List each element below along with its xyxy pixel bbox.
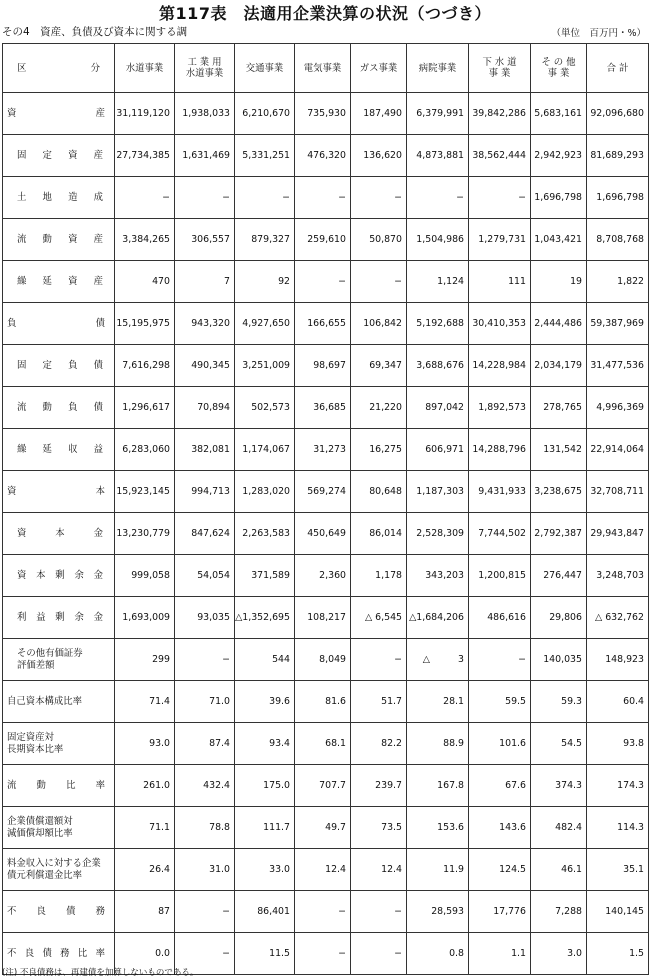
cell-value: 13,230,779 bbox=[115, 513, 175, 555]
cell-value: 7,744,502 bbox=[469, 513, 531, 555]
row-label bbox=[3, 219, 115, 261]
row-label-text: 不良債務比率 bbox=[7, 948, 105, 959]
cell-value: 140,145 bbox=[587, 891, 649, 933]
cell-value: 1,822 bbox=[587, 261, 649, 303]
column-header-2 bbox=[175, 44, 235, 93]
cell-value: − bbox=[351, 891, 407, 933]
cell-value: 16,275 bbox=[351, 429, 407, 471]
unit-label: （単位 百万円・%） bbox=[551, 28, 646, 39]
cell-value: 14,228,984 bbox=[469, 345, 531, 387]
cell-value: 3,688,676 bbox=[407, 345, 469, 387]
column-header-right: 分 bbox=[90, 62, 100, 74]
row-label-text: 土地造成 bbox=[17, 192, 103, 203]
cell-value: 87.4 bbox=[175, 723, 235, 765]
cell-value: 7,616,298 bbox=[115, 345, 175, 387]
cell-value: 70,894 bbox=[175, 387, 235, 429]
cell-value: △1,352,695 bbox=[235, 597, 295, 639]
cell-value: 15,923,145 bbox=[115, 471, 175, 513]
footnote: (注) 不良債務は、再建債を加算しないものである。 bbox=[2, 968, 199, 978]
cell-value: 31,273 bbox=[295, 429, 351, 471]
cell-value: 1,693,009 bbox=[115, 597, 175, 639]
cell-value: 167.8 bbox=[407, 765, 469, 807]
row-label-line2: 長期資本比率 bbox=[7, 743, 64, 755]
table-row bbox=[3, 555, 649, 597]
cell-value: 111.7 bbox=[235, 807, 295, 849]
cell-value: 33.0 bbox=[235, 849, 295, 891]
cell-value: 153.6 bbox=[407, 807, 469, 849]
row-label bbox=[3, 261, 115, 303]
cell-value: 3,384,265 bbox=[115, 219, 175, 261]
cell-value: 8,708,768 bbox=[587, 219, 649, 261]
cell-value: 1.1 bbox=[469, 933, 531, 975]
cell-value: 4,873,881 bbox=[407, 135, 469, 177]
cell-value: 51.7 bbox=[351, 681, 407, 723]
cell-value: − bbox=[115, 177, 175, 219]
row-label-text: 不良債務 bbox=[7, 906, 105, 917]
cell-value: 2,444,486 bbox=[531, 303, 587, 345]
cell-value: − bbox=[175, 933, 235, 975]
cell-value: 278,765 bbox=[531, 387, 587, 429]
row-label bbox=[3, 723, 115, 765]
cell-value: 15,195,975 bbox=[115, 303, 175, 345]
cell-value: 31,119,120 bbox=[115, 93, 175, 135]
cell-value: 482.4 bbox=[531, 807, 587, 849]
table-row bbox=[3, 723, 649, 765]
row-label bbox=[3, 345, 115, 387]
cell-value: 502,573 bbox=[235, 387, 295, 429]
column-header-1: 水道事業 bbox=[115, 44, 175, 93]
cell-value: 1,187,303 bbox=[407, 471, 469, 513]
cell-value: 1,631,469 bbox=[175, 135, 235, 177]
cell-value: 306,557 bbox=[175, 219, 235, 261]
cell-value: 432.4 bbox=[175, 765, 235, 807]
cell-value: 81,689,293 bbox=[587, 135, 649, 177]
cell-value: 3,238,675 bbox=[531, 471, 587, 513]
cell-value: 92,096,680 bbox=[587, 93, 649, 135]
cell-value: 88.9 bbox=[407, 723, 469, 765]
cell-value: 101.6 bbox=[469, 723, 531, 765]
row-label bbox=[3, 177, 115, 219]
row-label-text: 資本 bbox=[7, 486, 105, 497]
cell-value: 12.4 bbox=[295, 849, 351, 891]
cell-value: 5,192,688 bbox=[407, 303, 469, 345]
cell-value: − bbox=[469, 639, 531, 681]
cell-value: 371,589 bbox=[235, 555, 295, 597]
column-header-7 bbox=[469, 44, 531, 93]
table-row bbox=[3, 765, 649, 807]
cell-value: 92 bbox=[235, 261, 295, 303]
cell-value: 27,734,385 bbox=[115, 135, 175, 177]
cell-value: 106,842 bbox=[351, 303, 407, 345]
column-header-line2: 水道事業 bbox=[185, 68, 224, 79]
column-header-5: ガス事業 bbox=[351, 44, 407, 93]
cell-value: 50,870 bbox=[351, 219, 407, 261]
header-row bbox=[3, 44, 649, 93]
cell-value: 1,296,617 bbox=[115, 387, 175, 429]
cell-value: − bbox=[469, 177, 531, 219]
table-row bbox=[3, 891, 649, 933]
cell-value: 68.1 bbox=[295, 723, 351, 765]
table-row bbox=[3, 345, 649, 387]
cell-value: 26.4 bbox=[115, 849, 175, 891]
cell-value: 87 bbox=[115, 891, 175, 933]
cell-value: 54.5 bbox=[531, 723, 587, 765]
cell-value: 174.3 bbox=[587, 765, 649, 807]
cell-value: 136,620 bbox=[351, 135, 407, 177]
cell-value: 994,713 bbox=[175, 471, 235, 513]
cell-value: − bbox=[351, 933, 407, 975]
cell-value: 78.8 bbox=[175, 807, 235, 849]
row-label-text: 流動負債 bbox=[17, 402, 103, 413]
cell-value: − bbox=[175, 177, 235, 219]
cell-value: △ 6,545 bbox=[351, 597, 407, 639]
cell-value: 46.1 bbox=[531, 849, 587, 891]
cell-value: 14,288,796 bbox=[469, 429, 531, 471]
column-header-6: 病院事業 bbox=[407, 44, 469, 93]
cell-value: 2,792,387 bbox=[531, 513, 587, 555]
row-label bbox=[3, 597, 115, 639]
cell-value: 259,610 bbox=[295, 219, 351, 261]
cell-value: 239.7 bbox=[351, 765, 407, 807]
cell-value: 8,049 bbox=[295, 639, 351, 681]
cell-value: 69,347 bbox=[351, 345, 407, 387]
row-label-line2: 評価差額 bbox=[17, 659, 55, 671]
cell-value: 82.2 bbox=[351, 723, 407, 765]
cell-value: 28.1 bbox=[407, 681, 469, 723]
cell-value: 999,058 bbox=[115, 555, 175, 597]
cell-value: 39,842,286 bbox=[469, 93, 531, 135]
cell-value: 476,320 bbox=[295, 135, 351, 177]
cell-value: △ 632,762 bbox=[587, 597, 649, 639]
column-header-0 bbox=[3, 44, 115, 93]
row-label bbox=[3, 387, 115, 429]
table-title: 第117表 法適用企業決算の状況（つづき） bbox=[159, 4, 491, 23]
row-label-text: 固定資産 bbox=[17, 150, 103, 161]
cell-value: 3,251,009 bbox=[235, 345, 295, 387]
cell-value: 735,930 bbox=[295, 93, 351, 135]
cell-value: 17,776 bbox=[469, 891, 531, 933]
cell-value: 6,379,991 bbox=[407, 93, 469, 135]
table-row bbox=[3, 93, 649, 135]
table-row bbox=[3, 177, 649, 219]
row-label-line1: 固定資産対 bbox=[7, 731, 54, 743]
cell-value: 1.5 bbox=[587, 933, 649, 975]
cell-value: 29,806 bbox=[531, 597, 587, 639]
cell-value: 31,477,536 bbox=[587, 345, 649, 387]
table-row bbox=[3, 639, 649, 681]
row-label bbox=[3, 807, 115, 849]
cell-value: 1,200,815 bbox=[469, 555, 531, 597]
cell-value: 32,708,711 bbox=[587, 471, 649, 513]
cell-value: 5,683,161 bbox=[531, 93, 587, 135]
table-subtitle: その4 資産、負債及び資本に関する調 bbox=[2, 26, 188, 38]
cell-value: 9,431,933 bbox=[469, 471, 531, 513]
cell-value: 93,035 bbox=[175, 597, 235, 639]
cell-value: 0.8 bbox=[407, 933, 469, 975]
table-row bbox=[3, 513, 649, 555]
cell-value: 81.6 bbox=[295, 681, 351, 723]
cell-value: − bbox=[235, 177, 295, 219]
row-label-text: 資本剰余金 bbox=[17, 570, 103, 581]
cell-value: 382,081 bbox=[175, 429, 235, 471]
cell-value: 486,616 bbox=[469, 597, 531, 639]
cell-value: 35.1 bbox=[587, 849, 649, 891]
cell-value: 140,035 bbox=[531, 639, 587, 681]
cell-value: 0.0 bbox=[115, 933, 175, 975]
cell-value: 143.6 bbox=[469, 807, 531, 849]
table-body bbox=[3, 93, 649, 975]
cell-value: 166,655 bbox=[295, 303, 351, 345]
row-label-text: 流動資産 bbox=[17, 234, 103, 245]
table-row bbox=[3, 849, 649, 891]
cell-value: 31.0 bbox=[175, 849, 235, 891]
cell-value: 111 bbox=[469, 261, 531, 303]
cell-value: 1,283,020 bbox=[235, 471, 295, 513]
cell-value: 847,624 bbox=[175, 513, 235, 555]
table-row bbox=[3, 387, 649, 429]
column-header-line2: 事 業 bbox=[547, 68, 570, 79]
cell-value: 1,279,731 bbox=[469, 219, 531, 261]
cell-value: 5,331,251 bbox=[235, 135, 295, 177]
cell-value: 187,490 bbox=[351, 93, 407, 135]
cell-value: 54,054 bbox=[175, 555, 235, 597]
cell-value: 71.4 bbox=[115, 681, 175, 723]
cell-value: 148,923 bbox=[587, 639, 649, 681]
row-label-text: 流動比率 bbox=[7, 780, 105, 791]
cell-value: 6,210,670 bbox=[235, 93, 295, 135]
row-label bbox=[3, 765, 115, 807]
table-row bbox=[3, 471, 649, 513]
row-label-text: 繰延資産 bbox=[17, 276, 103, 287]
column-header-line2: 事 業 bbox=[488, 68, 511, 79]
row-label bbox=[3, 471, 115, 513]
cell-value: 4,927,650 bbox=[235, 303, 295, 345]
cell-value: 108,217 bbox=[295, 597, 351, 639]
cell-value: − bbox=[407, 177, 469, 219]
cell-value: 175.0 bbox=[235, 765, 295, 807]
cell-value: 470 bbox=[115, 261, 175, 303]
cell-value: 59.3 bbox=[531, 681, 587, 723]
cell-value: 59.5 bbox=[469, 681, 531, 723]
cell-value: 124.5 bbox=[469, 849, 531, 891]
row-label-line1: 企業債償還額対 bbox=[7, 815, 73, 827]
cell-value: 59,387,969 bbox=[587, 303, 649, 345]
row-label-text: 資本金 bbox=[17, 528, 103, 539]
cell-value: △ 3 bbox=[407, 639, 469, 681]
cell-value: 261.0 bbox=[115, 765, 175, 807]
cell-value: 707.7 bbox=[295, 765, 351, 807]
cell-value: 450,649 bbox=[295, 513, 351, 555]
table-row bbox=[3, 261, 649, 303]
cell-value: 879,327 bbox=[235, 219, 295, 261]
column-header-line1: そ の 他 bbox=[541, 57, 576, 68]
cell-value: 1,696,798 bbox=[587, 177, 649, 219]
table-row bbox=[3, 597, 649, 639]
column-header-4: 電気事業 bbox=[295, 44, 351, 93]
row-label bbox=[3, 135, 115, 177]
cell-value: 544 bbox=[235, 639, 295, 681]
cell-value: 606,971 bbox=[407, 429, 469, 471]
table-row bbox=[3, 135, 649, 177]
cell-value: − bbox=[175, 639, 235, 681]
row-label bbox=[3, 555, 115, 597]
cell-value: 276,447 bbox=[531, 555, 587, 597]
cell-value: 1,892,573 bbox=[469, 387, 531, 429]
cell-value: − bbox=[351, 639, 407, 681]
cell-value: 1,174,067 bbox=[235, 429, 295, 471]
cell-value: 22,914,064 bbox=[587, 429, 649, 471]
table-row bbox=[3, 219, 649, 261]
cell-value: 897,042 bbox=[407, 387, 469, 429]
cell-value: 98,697 bbox=[295, 345, 351, 387]
cell-value: 7 bbox=[175, 261, 235, 303]
cell-value: − bbox=[175, 891, 235, 933]
row-label-text: 負債 bbox=[7, 318, 105, 329]
cell-value: 93.8 bbox=[587, 723, 649, 765]
row-label bbox=[3, 513, 115, 555]
cell-value: 49.7 bbox=[295, 807, 351, 849]
row-label bbox=[3, 429, 115, 471]
cell-value: 29,943,847 bbox=[587, 513, 649, 555]
cell-value: 299 bbox=[115, 639, 175, 681]
cell-value: 19 bbox=[531, 261, 587, 303]
cell-value: 2,034,179 bbox=[531, 345, 587, 387]
cell-value: 11.5 bbox=[235, 933, 295, 975]
column-header-left: 区 bbox=[17, 62, 27, 74]
cell-value: − bbox=[351, 261, 407, 303]
cell-value: 39.6 bbox=[235, 681, 295, 723]
cell-value: 1,696,798 bbox=[531, 177, 587, 219]
cell-value: 73.5 bbox=[351, 807, 407, 849]
table-row bbox=[3, 681, 649, 723]
cell-value: 80,648 bbox=[351, 471, 407, 513]
cell-value: 60.4 bbox=[587, 681, 649, 723]
row-label bbox=[3, 639, 115, 681]
financial-table bbox=[2, 43, 649, 975]
cell-value: 86,014 bbox=[351, 513, 407, 555]
cell-value: 28,593 bbox=[407, 891, 469, 933]
cell-value: 71.0 bbox=[175, 681, 235, 723]
cell-value: 943,320 bbox=[175, 303, 235, 345]
cell-value: 93.0 bbox=[115, 723, 175, 765]
cell-value: − bbox=[295, 891, 351, 933]
row-label bbox=[3, 93, 115, 135]
cell-value: 21,220 bbox=[351, 387, 407, 429]
cell-value: 1,043,421 bbox=[531, 219, 587, 261]
cell-value: 3.0 bbox=[531, 933, 587, 975]
cell-value: 490,345 bbox=[175, 345, 235, 387]
cell-value: 3,248,703 bbox=[587, 555, 649, 597]
row-label-text: 繰延収益 bbox=[17, 444, 103, 455]
cell-value: 4,996,369 bbox=[587, 387, 649, 429]
column-header-8 bbox=[531, 44, 587, 93]
cell-value: 1,124 bbox=[407, 261, 469, 303]
column-header-line1: 工 業 用 bbox=[187, 57, 222, 68]
cell-value: 93.4 bbox=[235, 723, 295, 765]
cell-value: 1,938,033 bbox=[175, 93, 235, 135]
row-label-line1: 料金収入に対する企業 bbox=[7, 857, 101, 869]
cell-value: 2,360 bbox=[295, 555, 351, 597]
row-label bbox=[3, 681, 115, 723]
column-header-9: 合 計 bbox=[587, 44, 649, 93]
cell-value: 30,410,353 bbox=[469, 303, 531, 345]
cell-value: 71.1 bbox=[115, 807, 175, 849]
cell-value: 36,685 bbox=[295, 387, 351, 429]
cell-value: − bbox=[295, 261, 351, 303]
column-header-line1: 下 水 道 bbox=[482, 57, 517, 68]
row-label bbox=[3, 891, 115, 933]
cell-value: 12.4 bbox=[351, 849, 407, 891]
cell-value: 2,942,923 bbox=[531, 135, 587, 177]
cell-value: 343,203 bbox=[407, 555, 469, 597]
cell-value: 38,562,444 bbox=[469, 135, 531, 177]
row-label-line1: その他有価証券 bbox=[17, 647, 83, 659]
row-label bbox=[3, 849, 115, 891]
row-label-text: 自己資本構成比率 bbox=[7, 696, 83, 707]
cell-value: − bbox=[295, 933, 351, 975]
cell-value: 2,528,309 bbox=[407, 513, 469, 555]
cell-value: 2,263,583 bbox=[235, 513, 295, 555]
cell-value: 374.3 bbox=[531, 765, 587, 807]
row-label-text: 固定負債 bbox=[17, 360, 103, 371]
row-label-text: 資産 bbox=[7, 108, 105, 119]
cell-value: 7,288 bbox=[531, 891, 587, 933]
column-header-3: 交通事業 bbox=[235, 44, 295, 93]
cell-value: 11.9 bbox=[407, 849, 469, 891]
cell-value: 569,274 bbox=[295, 471, 351, 513]
cell-value: 114.3 bbox=[587, 807, 649, 849]
cell-value: 1,178 bbox=[351, 555, 407, 597]
cell-value: − bbox=[351, 177, 407, 219]
row-label-text: 利益剰余金 bbox=[17, 612, 103, 623]
row-label-line2: 減価償却額比率 bbox=[7, 827, 73, 839]
cell-value: − bbox=[295, 177, 351, 219]
cell-value: 131,542 bbox=[531, 429, 587, 471]
table-row bbox=[3, 303, 649, 345]
table-row bbox=[3, 429, 649, 471]
cell-value: △1,684,206 bbox=[407, 597, 469, 639]
cell-value: 86,401 bbox=[235, 891, 295, 933]
row-label bbox=[3, 303, 115, 345]
cell-value: 6,283,060 bbox=[115, 429, 175, 471]
row-label-line2: 債元利償還金比率 bbox=[7, 869, 83, 881]
cell-value: 1,504,986 bbox=[407, 219, 469, 261]
cell-value: 67.6 bbox=[469, 765, 531, 807]
table-row bbox=[3, 807, 649, 849]
